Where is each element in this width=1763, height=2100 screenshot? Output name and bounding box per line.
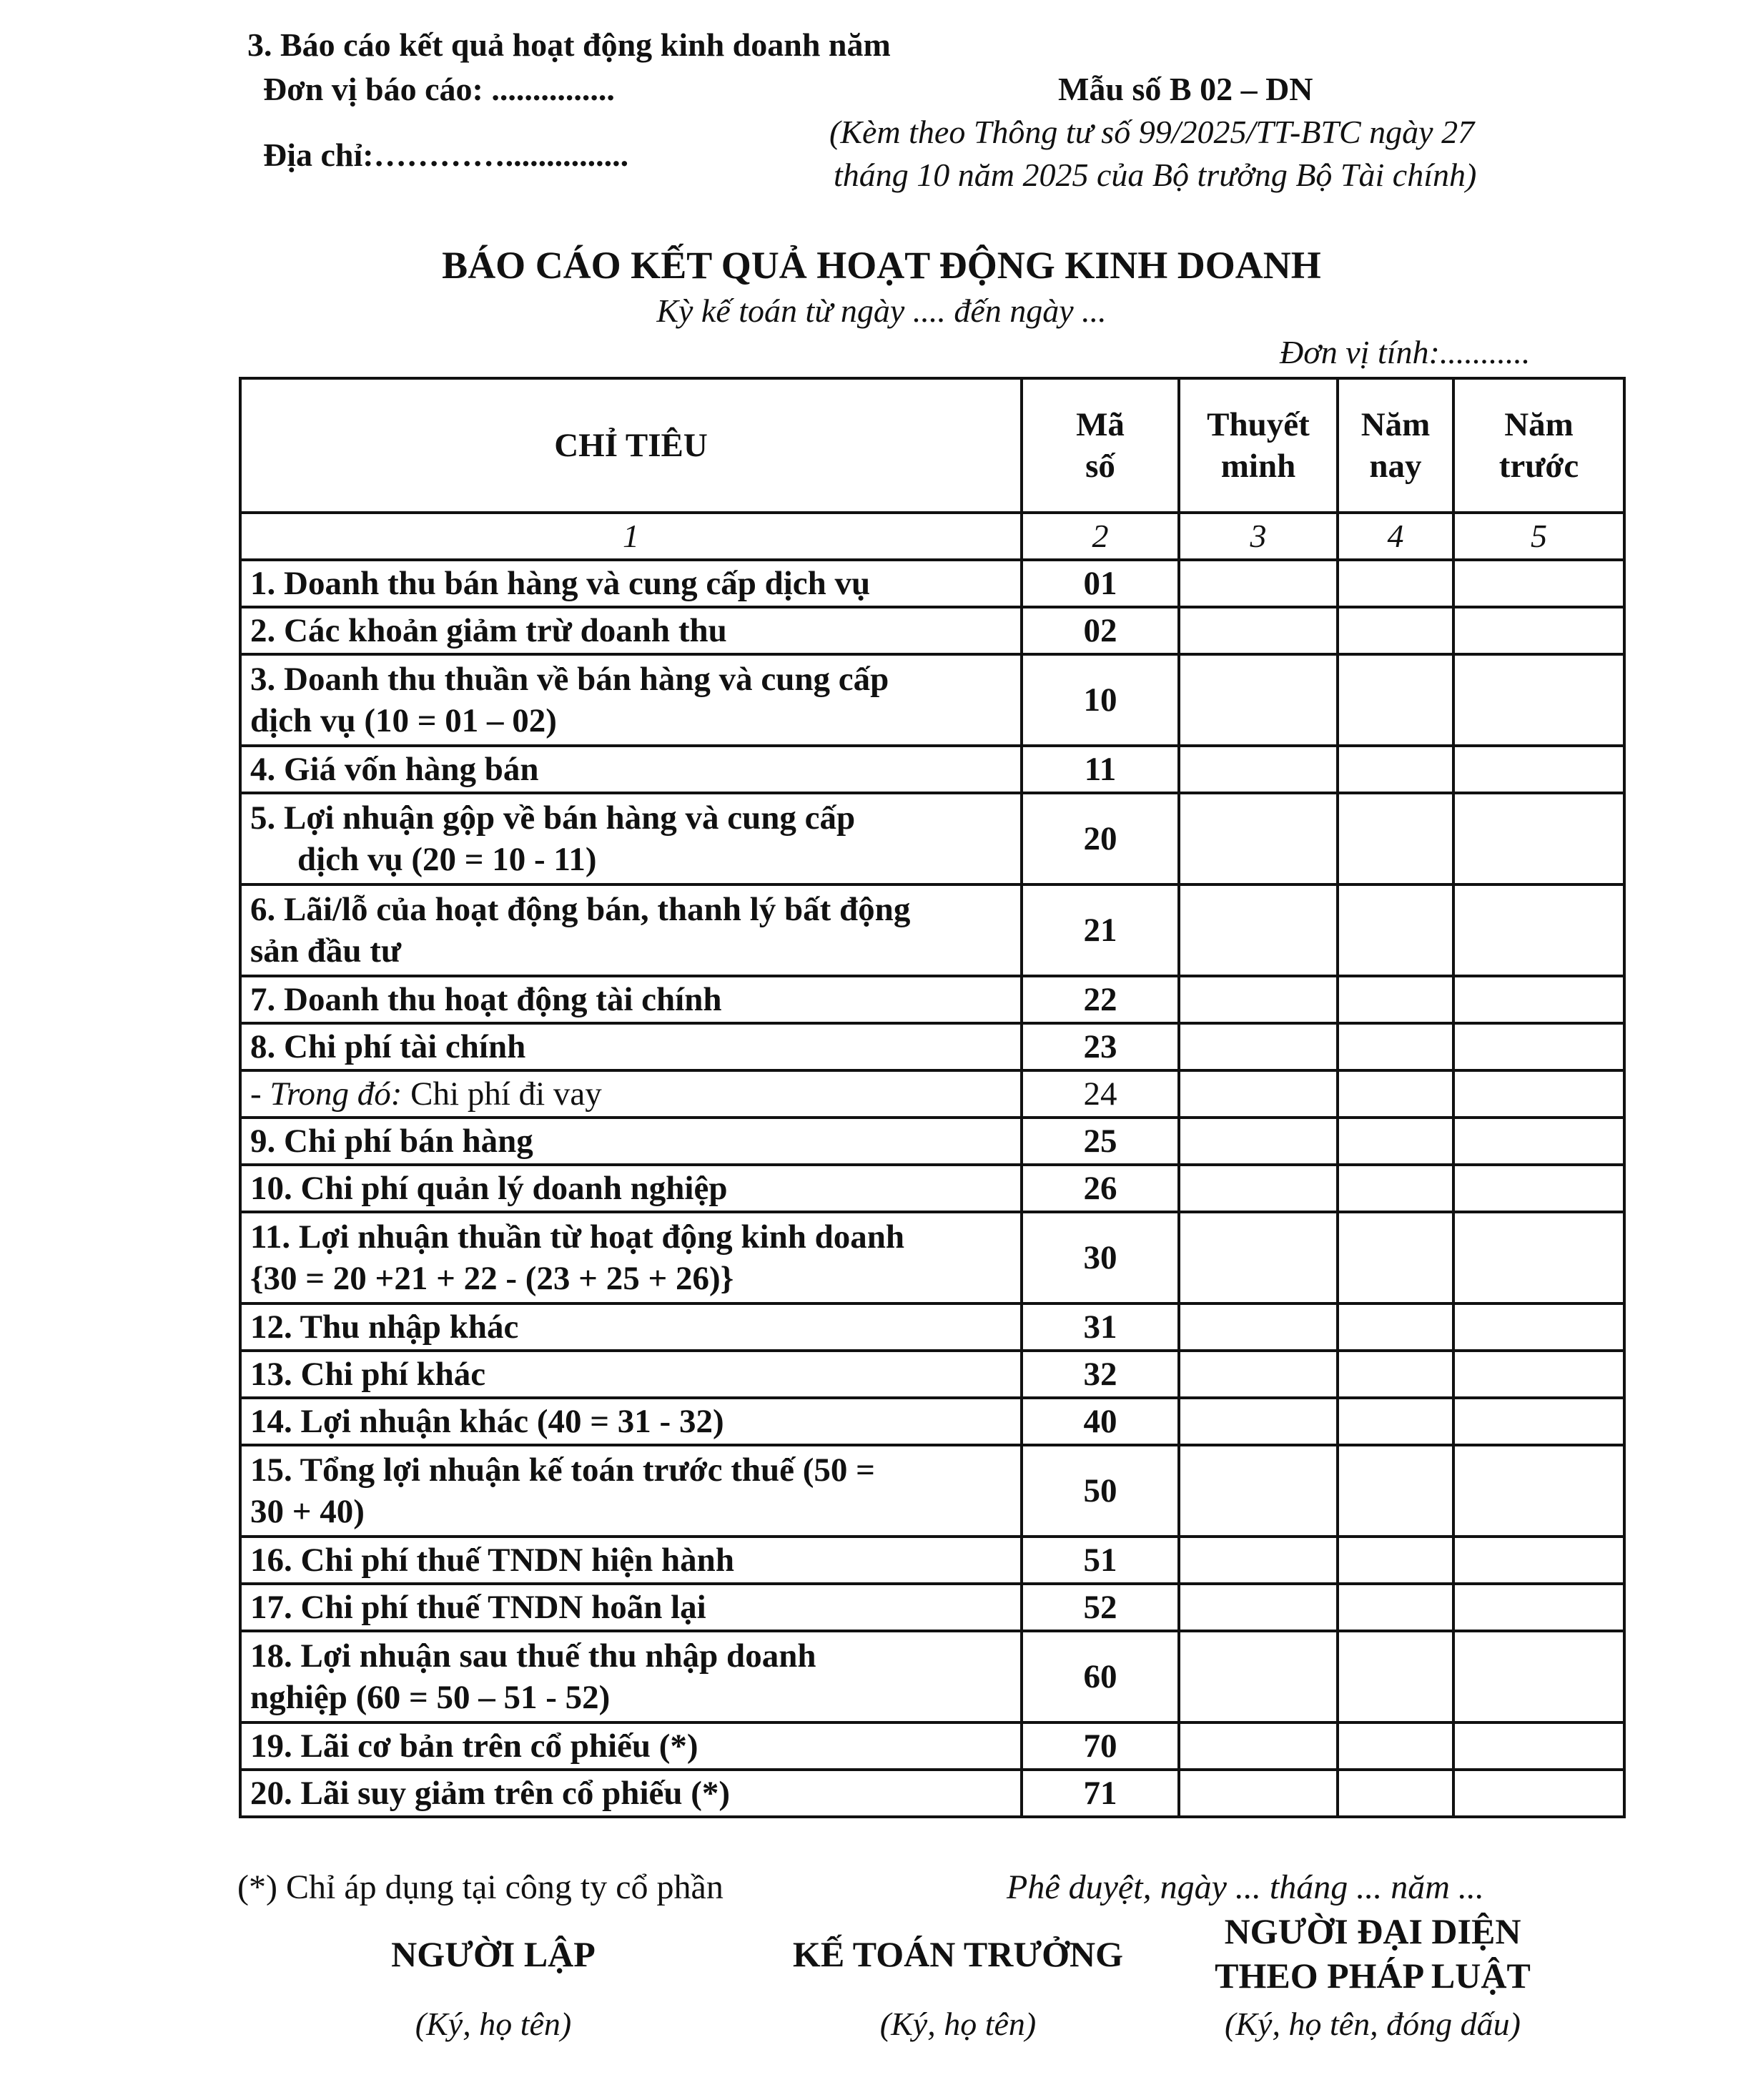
legal-representative-title-line-2: THEO PHÁP LUẬT xyxy=(1215,1956,1531,1996)
previous-year-cell xyxy=(1453,1212,1624,1303)
row-code: 20 xyxy=(1022,793,1179,884)
previous-year-cell xyxy=(1453,654,1624,746)
row-code: 01 xyxy=(1022,560,1179,607)
row-label: 18. Lợi nhuận sau thuế thu nhập doanh nghiệp (60 = 50 – 51 - 52) xyxy=(240,1631,1022,1722)
table-row xyxy=(240,1445,1624,1537)
approval-date: Phê duyệt, ngày ... tháng ... năm ... xyxy=(1007,1868,1484,1906)
row-code: 26 xyxy=(1022,1165,1179,1212)
row-label: 4. Giá vốn hàng bán xyxy=(240,746,1022,793)
previous-year-cell xyxy=(1453,1398,1624,1445)
current-year-cell xyxy=(1338,1631,1453,1722)
header-previous-year: Năm trước xyxy=(1453,378,1624,513)
row-label: 16. Chi phí thuế TNDN hiện hành xyxy=(240,1537,1022,1584)
header-indicator: CHỈ TIÊU xyxy=(240,378,1022,513)
current-year-cell xyxy=(1338,1070,1453,1118)
previous-year-cell xyxy=(1453,1118,1624,1165)
note-cell xyxy=(1179,1212,1338,1303)
note-cell xyxy=(1179,1722,1338,1770)
previous-year-cell xyxy=(1453,793,1624,884)
note-cell xyxy=(1179,1445,1338,1537)
table-row xyxy=(240,976,1624,1023)
note-cell xyxy=(1179,1398,1338,1445)
table-row xyxy=(240,1165,1624,1212)
previous-year-cell xyxy=(1453,1070,1624,1118)
legal-representative-title-line-1: NGƯỜI ĐẠI DIỆN xyxy=(1224,1911,1521,1951)
row-code: 71 xyxy=(1022,1770,1179,1817)
row-label: 7. Doanh thu hoạt động tài chính xyxy=(240,976,1022,1023)
table-row xyxy=(240,793,1624,884)
row-code: 51 xyxy=(1022,1537,1179,1584)
table-row xyxy=(240,654,1624,746)
previous-year-cell xyxy=(1453,607,1624,654)
previous-year-cell xyxy=(1453,560,1624,607)
row-label: 13. Chi phí khác xyxy=(240,1351,1022,1398)
column-number: 2 xyxy=(1022,513,1179,560)
current-year-cell xyxy=(1338,654,1453,746)
table-row xyxy=(240,884,1624,976)
preparer-sign-note: (Ký, họ tên) xyxy=(415,2006,572,2042)
row-code: 21 xyxy=(1022,884,1179,976)
note-cell xyxy=(1179,1303,1338,1351)
row-label: 9. Chi phí bán hàng xyxy=(240,1118,1022,1165)
table-row xyxy=(240,560,1624,607)
current-year-cell xyxy=(1338,1445,1453,1537)
chief-accountant-title: KẾ TOÁN TRƯỞNG xyxy=(792,1934,1124,1974)
column-number-row xyxy=(240,513,1624,560)
row-label: 2. Các khoản giảm trừ doanh thu xyxy=(240,607,1022,654)
note-cell xyxy=(1179,1023,1338,1070)
row-code: 02 xyxy=(1022,607,1179,654)
current-year-cell xyxy=(1338,976,1453,1023)
note-cell xyxy=(1179,1118,1338,1165)
address-label: Địa chỉ:…………............... xyxy=(263,137,629,173)
legal-reference-line-2: tháng 10 năm 2025 của Bộ trưởng Bộ Tài chính) xyxy=(834,157,1477,193)
current-year-cell xyxy=(1338,1398,1453,1445)
table-row xyxy=(240,607,1624,654)
row-label: 19. Lãi cơ bản trên cổ phiếu (*) xyxy=(240,1722,1022,1770)
note-cell xyxy=(1179,1584,1338,1631)
column-number: 3 xyxy=(1179,513,1338,560)
row-label: 20. Lãi suy giảm trên cổ phiếu (*) xyxy=(240,1770,1022,1817)
previous-year-cell xyxy=(1453,884,1624,976)
row-code: 52 xyxy=(1022,1584,1179,1631)
previous-year-cell xyxy=(1453,746,1624,793)
current-year-cell xyxy=(1338,1023,1453,1070)
note-cell xyxy=(1179,1631,1338,1722)
header-note: Thuyết minh xyxy=(1179,378,1338,513)
previous-year-cell xyxy=(1453,1303,1624,1351)
current-year-cell xyxy=(1338,1584,1453,1631)
report-period: Kỳ kế toán từ ngày .... đến ngày ... xyxy=(656,292,1107,329)
row-label: 15. Tổng lợi nhuận kế toán trước thuế (50 = 30 + 40) xyxy=(240,1445,1022,1537)
row-code: 31 xyxy=(1022,1303,1179,1351)
legal-representative-sign-note: (Ký, họ tên, đóng dấu) xyxy=(1225,2006,1521,2042)
current-year-cell xyxy=(1338,1165,1453,1212)
row-label: 3. Doanh thu thuần về bán hàng và cung cấp dịch vụ (10 = 01 – 02) xyxy=(240,654,1022,746)
table-row xyxy=(240,1398,1624,1445)
previous-year-cell xyxy=(1453,1165,1624,1212)
note-cell xyxy=(1179,884,1338,976)
table-row xyxy=(240,746,1624,793)
row-code: 24 xyxy=(1022,1070,1179,1118)
note-cell xyxy=(1179,1537,1338,1584)
income-statement-table xyxy=(239,377,1626,1818)
note-cell xyxy=(1179,976,1338,1023)
table-row xyxy=(240,1212,1624,1303)
row-code: 50 xyxy=(1022,1445,1179,1537)
row-label: 6. Lãi/lỗ của hoạt động bán, thanh lý bất động sản đầu tư xyxy=(240,884,1022,976)
table-row xyxy=(240,1770,1624,1817)
previous-year-cell xyxy=(1453,1023,1624,1070)
column-number: 5 xyxy=(1453,513,1624,560)
previous-year-cell xyxy=(1453,1722,1624,1770)
table-row xyxy=(240,1351,1624,1398)
row-code: 60 xyxy=(1022,1631,1179,1722)
current-year-cell xyxy=(1338,1537,1453,1584)
previous-year-cell xyxy=(1453,1584,1624,1631)
report-title: BÁO CÁO KẾT QUẢ HOẠT ĐỘNG KINH DOANH xyxy=(442,244,1321,287)
chief-accountant-sign-note: (Ký, họ tên) xyxy=(879,2006,1037,2042)
row-label: 8. Chi phí tài chính xyxy=(240,1023,1022,1070)
row-code: 70 xyxy=(1022,1722,1179,1770)
current-year-cell xyxy=(1338,884,1453,976)
note-cell xyxy=(1179,1165,1338,1212)
table-row xyxy=(240,1118,1624,1165)
row-label: 14. Lợi nhuận khác (40 = 31 - 32) xyxy=(240,1398,1022,1445)
row-code: 25 xyxy=(1022,1118,1179,1165)
current-year-cell xyxy=(1338,1770,1453,1817)
table-row xyxy=(240,1023,1624,1070)
table-row xyxy=(240,1303,1624,1351)
previous-year-cell xyxy=(1453,1631,1624,1722)
note-cell xyxy=(1179,607,1338,654)
header-current-year: Năm nay xyxy=(1338,378,1453,513)
current-year-cell xyxy=(1338,607,1453,654)
current-year-cell xyxy=(1338,560,1453,607)
note-cell xyxy=(1179,560,1338,607)
current-year-cell xyxy=(1338,1212,1453,1303)
current-year-cell xyxy=(1338,746,1453,793)
note-cell xyxy=(1179,746,1338,793)
row-code: 30 xyxy=(1022,1212,1179,1303)
row-code: 23 xyxy=(1022,1023,1179,1070)
column-number: 1 xyxy=(240,513,1022,560)
row-code: 11 xyxy=(1022,746,1179,793)
previous-year-cell xyxy=(1453,1351,1624,1398)
current-year-cell xyxy=(1338,1303,1453,1351)
current-year-cell xyxy=(1338,1722,1453,1770)
table-header-row xyxy=(240,378,1624,513)
preparer-title: NGƯỜI LẬP xyxy=(391,1934,596,1974)
header-code: Mã số xyxy=(1022,378,1179,513)
currency-unit: Đơn vị tính:........... xyxy=(1280,334,1531,370)
previous-year-cell xyxy=(1453,1770,1624,1817)
note-cell xyxy=(1179,654,1338,746)
note-cell xyxy=(1179,1770,1338,1817)
footnote: (*) Chỉ áp dụng tại công ty cổ phần xyxy=(237,1868,724,1906)
note-cell xyxy=(1179,793,1338,884)
legal-reference-line-1: (Kèm theo Thông tư số 99/2025/TT-BTC ngày 27 xyxy=(829,114,1475,150)
previous-year-cell xyxy=(1453,1537,1624,1584)
row-label: 5. Lợi nhuận gộp về bán hàng và cung cấp dịch vụ (20 = 10 - 11) xyxy=(240,793,1022,884)
row-code: 10 xyxy=(1022,654,1179,746)
row-label: 10. Chi phí quản lý doanh nghiệp xyxy=(240,1165,1022,1212)
column-number: 4 xyxy=(1338,513,1453,560)
note-cell xyxy=(1179,1070,1338,1118)
table-row xyxy=(240,1584,1624,1631)
row-label: 12. Thu nhập khác xyxy=(240,1303,1022,1351)
table-row xyxy=(240,1537,1624,1584)
previous-year-cell xyxy=(1453,976,1624,1023)
row-label: 1. Doanh thu bán hàng và cung cấp dịch vụ xyxy=(240,560,1022,607)
current-year-cell xyxy=(1338,793,1453,884)
table-row xyxy=(240,1631,1624,1722)
row-code: 32 xyxy=(1022,1351,1179,1398)
row-code: 40 xyxy=(1022,1398,1179,1445)
previous-year-cell xyxy=(1453,1445,1624,1537)
form-code: Mẫu số B 02 – DN xyxy=(1058,71,1313,107)
reporting-unit-label: Đơn vị báo cáo: ............... xyxy=(263,71,615,107)
current-year-cell xyxy=(1338,1351,1453,1398)
section-title: 3. Báo cáo kết quả hoạt động kinh doanh năm xyxy=(247,26,891,63)
row-code: 22 xyxy=(1022,976,1179,1023)
table-row xyxy=(240,1070,1624,1118)
row-label: 17. Chi phí thuế TNDN hoãn lại xyxy=(240,1584,1022,1631)
current-year-cell xyxy=(1338,1118,1453,1165)
table-row xyxy=(240,1722,1624,1770)
note-cell xyxy=(1179,1351,1338,1398)
row-label: 11. Lợi nhuận thuần từ hoạt động kinh doanh {30 = 20 +21 + 22 - (23 + 25 + 26)} xyxy=(240,1212,1022,1303)
row-label: - Trong đó: Chi phí đi vay xyxy=(240,1070,1022,1118)
